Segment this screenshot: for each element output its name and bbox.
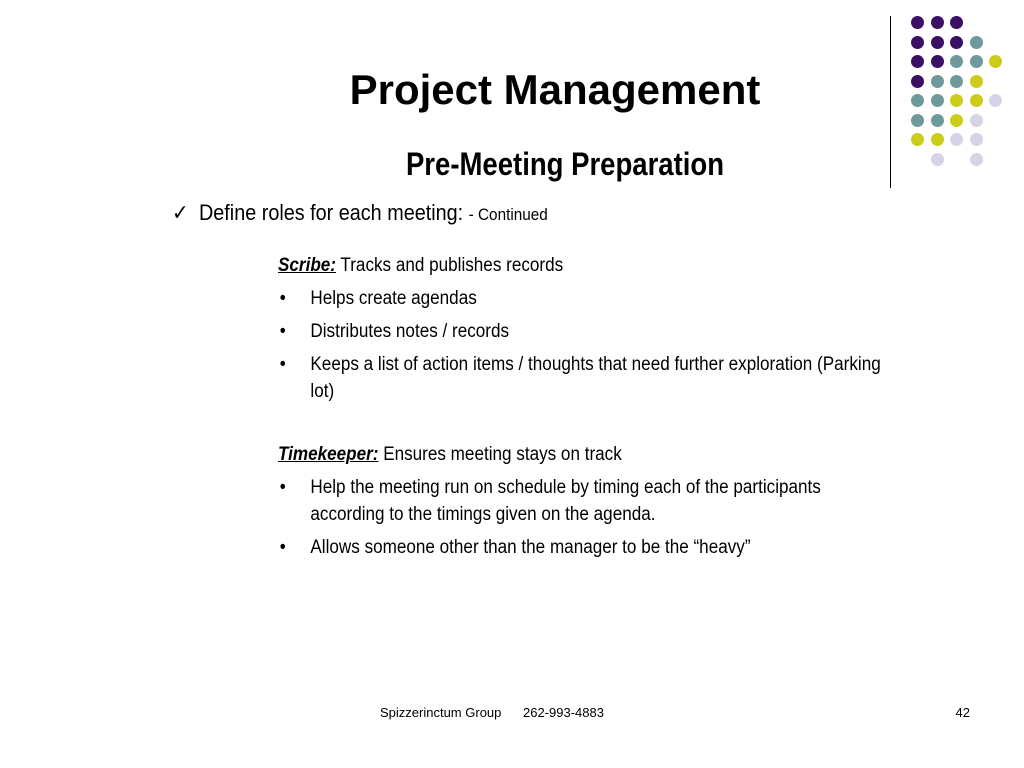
decorative-dot (931, 55, 944, 68)
list-item-text: Allows someone other than the manager to be the “heavy” (310, 537, 751, 558)
checklist-item-text: Define roles for each meeting: (199, 200, 464, 225)
checkmark-icon: ✓ (172, 200, 189, 225)
decorative-dot (970, 94, 983, 107)
roles-section (278, 252, 899, 567)
decorative-dot (950, 94, 963, 107)
role-heading (278, 252, 899, 279)
decorative-dot (911, 75, 924, 88)
vertical-divider (890, 16, 891, 188)
decorative-dot-grid (905, 10, 1005, 170)
role-bullet-list (278, 474, 899, 561)
role-description: Ensures meeting stays on track (383, 444, 622, 465)
footer-company: Spizzerinctum Group (380, 705, 502, 720)
bullet-icon: • (279, 354, 286, 375)
decorative-dot (970, 114, 983, 127)
role-timekeeper (278, 441, 899, 561)
decorative-dot (989, 94, 1002, 107)
decorative-dot (931, 133, 944, 146)
footer-phone: 262-993-4883 (523, 705, 604, 720)
decorative-dot (970, 55, 983, 68)
checklist-item-suffix: - Continued (468, 205, 548, 224)
decorative-dot (931, 16, 944, 29)
role-heading (278, 441, 899, 468)
role-bullet-list (278, 285, 899, 405)
decorative-dot (911, 94, 924, 107)
decorative-dot (931, 94, 944, 107)
section-spacer (278, 411, 899, 441)
decorative-dot (911, 133, 924, 146)
list-item (278, 351, 899, 405)
decorative-dot (911, 16, 924, 29)
list-item (278, 474, 899, 528)
list-item-text: Distributes notes / records (310, 321, 510, 342)
decorative-dot (950, 114, 963, 127)
decorative-dot (950, 133, 963, 146)
list-item (278, 534, 899, 561)
bullet-icon: • (279, 288, 286, 309)
decorative-dot (931, 114, 944, 127)
decorative-dot (970, 133, 983, 146)
decorative-dot (911, 114, 924, 127)
list-item (278, 318, 899, 345)
decorative-dot (931, 75, 944, 88)
checklist-item (172, 198, 548, 230)
decorative-dot (950, 36, 963, 49)
decorative-dot (970, 153, 983, 166)
decorative-dot (950, 75, 963, 88)
decorative-dot (931, 36, 944, 49)
role-name: Scribe: (278, 255, 336, 276)
list-item-text: Keeps a list of action items / thoughts that need further exploration (Parking lot) (310, 354, 881, 402)
role-name: Timekeeper: (278, 444, 379, 465)
list-item-text: Helps create agendas (310, 288, 477, 309)
decorative-dot (970, 75, 983, 88)
role-description: Tracks and publishes records (340, 255, 564, 276)
list-item-text: Help the meeting run on schedule by timing each of the participants according to the timings given on the agenda. (310, 477, 821, 525)
decorative-dot (911, 55, 924, 68)
decorative-dot (931, 153, 944, 166)
decorative-dot (989, 55, 1002, 68)
page-number: 42 (955, 705, 970, 720)
decorative-dot (950, 55, 963, 68)
footer (380, 704, 660, 722)
bullet-icon: • (279, 477, 286, 498)
slide-title: Project Management (349, 66, 761, 113)
role-scribe (278, 252, 899, 405)
decorative-dot (950, 16, 963, 29)
bullet-icon: • (279, 537, 286, 558)
slide-subtitle: Pre-Meeting Preparation (405, 146, 725, 182)
decorative-dot (970, 36, 983, 49)
bullet-icon: • (279, 321, 286, 342)
decorative-dot (911, 36, 924, 49)
list-item (278, 285, 899, 312)
